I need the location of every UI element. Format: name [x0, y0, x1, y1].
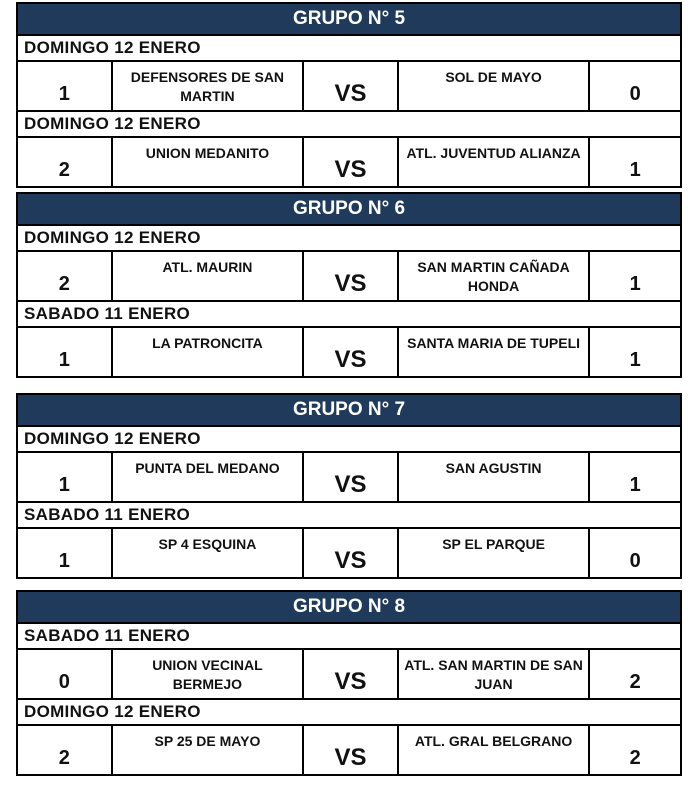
- away-score: 0: [629, 83, 641, 105]
- vs-label-cell: [304, 529, 399, 577]
- home-team-cell: [113, 138, 304, 186]
- away-score-cell: [590, 138, 680, 186]
- home-score-cell: [18, 529, 113, 577]
- vs-label-cell: [304, 62, 399, 110]
- match-date: DOMINGO 12 ENERO: [16, 700, 682, 726]
- away-score: 0: [629, 550, 641, 572]
- away-score: 2: [629, 747, 641, 769]
- match-row: [16, 650, 682, 700]
- match-row: [16, 62, 682, 112]
- away-team: SAN MARTIN CAÑADA HONDA: [417, 259, 570, 294]
- home-score-cell: [18, 453, 113, 501]
- group-header: GRUPO N° 7: [16, 393, 682, 427]
- home-score-cell: [18, 726, 113, 774]
- group-header: GRUPO N° 5: [16, 2, 682, 36]
- away-team: SAN AGUSTIN: [445, 460, 542, 476]
- away-score-cell: [590, 328, 680, 376]
- vs-label-cell: [304, 453, 399, 501]
- match-row: [16, 726, 682, 776]
- home-team: ATL. MAURIN: [162, 259, 253, 275]
- away-score-cell: [590, 650, 680, 698]
- home-score-cell: [18, 650, 113, 698]
- match-date: DOMINGO 12 ENERO: [16, 112, 682, 138]
- vs-label-cell: [304, 650, 399, 698]
- home-team: LA PATRONCITA: [152, 335, 263, 351]
- away-team-cell: [399, 529, 590, 577]
- home-score-cell: [18, 62, 113, 110]
- vs-label-cell: [304, 328, 399, 376]
- away-score-cell: [590, 62, 680, 110]
- home-team: UNION VECINAL BERMEJO: [152, 657, 263, 692]
- away-score: 1: [629, 273, 641, 295]
- match-date: DOMINGO 12 ENERO: [16, 36, 682, 62]
- away-team-cell: [399, 328, 590, 376]
- vs-label: VS: [334, 744, 367, 771]
- match-date: SABADO 11 ENERO: [16, 624, 682, 650]
- away-team: ATL. SAN MARTIN DE SAN JUAN: [404, 657, 583, 692]
- away-score-cell: [590, 726, 680, 774]
- away-score-cell: [590, 529, 680, 577]
- home-team: SP 25 DE MAYO: [154, 733, 261, 749]
- away-score-cell: [590, 252, 680, 300]
- vs-label: VS: [334, 471, 367, 498]
- away-team: ATL. GRAL BELGRANO: [414, 733, 573, 749]
- match-row: [16, 252, 682, 302]
- away-score: 1: [629, 349, 641, 371]
- home-score-cell: [18, 252, 113, 300]
- away-team-cell: [399, 138, 590, 186]
- home-team-cell: [113, 62, 304, 110]
- vs-label-cell: [304, 252, 399, 300]
- away-team-cell: [399, 453, 590, 501]
- match-row: [16, 138, 682, 188]
- vs-label: VS: [334, 156, 367, 183]
- home-team-cell: [113, 650, 304, 698]
- home-team: PUNTA DEL MEDANO: [135, 460, 280, 476]
- home-score-cell: [18, 328, 113, 376]
- home-score: 2: [58, 747, 70, 769]
- home-score: 2: [58, 273, 70, 295]
- away-score: 1: [629, 474, 641, 496]
- away-team-cell: [399, 252, 590, 300]
- vs-label: VS: [334, 80, 367, 107]
- vs-label-cell: [304, 726, 399, 774]
- home-score: 0: [58, 671, 70, 693]
- home-score: 1: [58, 550, 70, 572]
- away-score-cell: [590, 453, 680, 501]
- match-date: DOMINGO 12 ENERO: [16, 427, 682, 453]
- home-team-cell: [113, 252, 304, 300]
- home-team: SP 4 ESQUINA: [158, 536, 257, 552]
- match-date: SABADO 11 ENERO: [16, 503, 682, 529]
- home-team-cell: [113, 453, 304, 501]
- away-team: SOL DE MAYO: [445, 69, 542, 85]
- home-team-cell: [113, 529, 304, 577]
- vs-label: VS: [334, 668, 367, 695]
- away-team-cell: [399, 726, 590, 774]
- home-team-cell: [113, 328, 304, 376]
- match-row: [16, 529, 682, 579]
- away-team: ATL. JUVENTUD ALIANZA: [406, 145, 581, 161]
- away-team-cell: [399, 62, 590, 110]
- home-score: 1: [58, 83, 70, 105]
- away-team: SANTA MARIA DE TUPELI: [407, 335, 581, 351]
- match-row: [16, 453, 682, 503]
- away-score: 2: [629, 671, 641, 693]
- home-score: 1: [58, 474, 70, 496]
- home-team: UNION MEDANITO: [145, 145, 270, 161]
- home-score: 2: [58, 159, 70, 181]
- match-row: [16, 328, 682, 378]
- away-team-cell: [399, 650, 590, 698]
- home-team: DEFENSORES DE SAN MARTIN: [130, 69, 285, 104]
- away-team: SP EL PARQUE: [442, 536, 545, 552]
- home-team-cell: [113, 726, 304, 774]
- home-score-cell: [18, 138, 113, 186]
- vs-label: VS: [334, 547, 367, 574]
- group-header: GRUPO N° 6: [16, 192, 682, 226]
- away-score: 1: [629, 159, 641, 181]
- match-date: SABADO 11 ENERO: [16, 302, 682, 328]
- match-date: DOMINGO 12 ENERO: [16, 226, 682, 252]
- vs-label-cell: [304, 138, 399, 186]
- vs-label: VS: [334, 270, 367, 297]
- home-score: 1: [58, 349, 70, 371]
- group-header: GRUPO N° 8: [16, 590, 682, 624]
- vs-label: VS: [334, 346, 367, 373]
